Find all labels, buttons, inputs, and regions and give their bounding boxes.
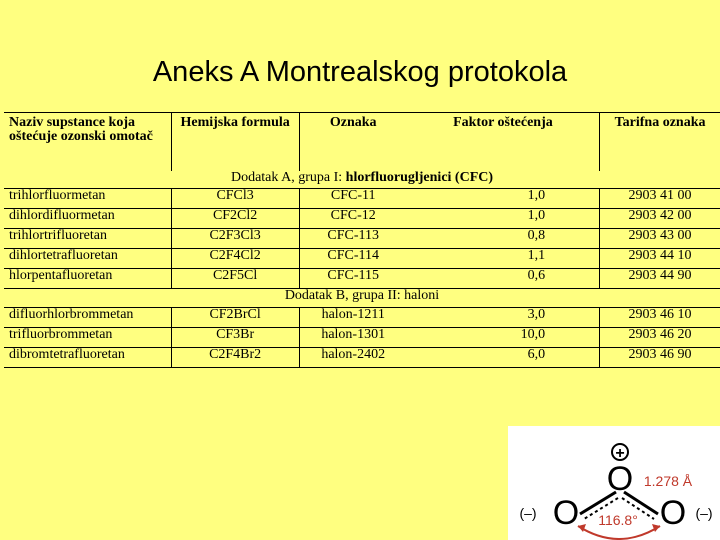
charge-right: (–) <box>695 505 713 521</box>
substance-name: dibromtetrafluoretan <box>4 348 171 368</box>
tariff-code: 2903 43 00 <box>600 229 720 249</box>
table-row <box>4 189 720 209</box>
substance-name: trihlortrifluoretan <box>4 229 171 249</box>
charge-left: (–) <box>519 505 537 521</box>
table-row <box>4 308 720 328</box>
header-substance-name: Naziv supstance koja oštećuje ozonski omotač <box>4 113 171 171</box>
oxygen-center: O <box>606 460 634 498</box>
bond-angle-label: 116.8° <box>598 512 638 528</box>
substance-name: dihlordifluormetan <box>4 209 171 229</box>
table-row <box>4 209 720 229</box>
substance-name: difluorhlorbrommetan <box>4 308 171 328</box>
tariff-code: 2903 44 90 <box>600 269 720 289</box>
depletion-factor: 0,8 <box>407 229 600 249</box>
slide-title: Aneks A Montrealskog protokola <box>152 56 568 88</box>
chemical-formula: C2F3Cl3 <box>171 229 299 249</box>
substance-code: halon-1211 <box>299 308 407 328</box>
depletion-factor: 6,0 <box>407 348 600 368</box>
table-row <box>4 328 720 348</box>
header-code: Oznaka <box>299 113 407 171</box>
table-row <box>4 249 720 269</box>
substance-code: halon-1301 <box>299 328 407 348</box>
tariff-code: 2903 42 00 <box>600 209 720 229</box>
depletion-factor: 1,0 <box>407 189 600 209</box>
depletion-factor: 10,0 <box>407 328 600 348</box>
tariff-code: 2903 41 00 <box>600 189 720 209</box>
substance-name: hlorpentafluoretan <box>9 268 113 283</box>
depletion-factor: 0,6 <box>527 268 546 283</box>
substance-code: CFC-12 <box>299 209 407 229</box>
substance-code: CFC-114 <box>299 249 407 269</box>
substance-code: halon-2402 <box>299 348 407 368</box>
chemical-formula: CFCl3 <box>171 189 299 209</box>
table-row <box>4 348 720 368</box>
table-row <box>4 229 720 249</box>
bond-length-label: 1.278 Å <box>643 473 693 489</box>
chemical-formula: CF2BrCl <box>171 308 299 328</box>
tariff-code: 2903 46 20 <box>600 328 720 348</box>
chemical-formula: C2F5Cl <box>171 269 299 289</box>
header-formula: Hemijska formula <box>171 113 299 171</box>
substance-name: dihlortetrafluoretan <box>4 249 171 269</box>
header-tariff: Tarifna oznaka <box>600 113 720 171</box>
ozone-molecule-diagram <box>508 426 720 540</box>
charge-plus: + <box>615 445 625 462</box>
depletion-factor: 1,1 <box>407 249 600 269</box>
group-a-heading <box>4 171 720 189</box>
oxygen-left: O <box>552 494 580 532</box>
substance-name: trihlorfluormetan <box>4 189 171 209</box>
substance-code: CFC-11 <box>299 189 407 209</box>
chemical-formula: C2F4Br2 <box>171 348 299 368</box>
substance-code: CFC-115 <box>299 269 407 289</box>
group-b-heading: Dodatak B, grupa II: haloni <box>4 289 720 308</box>
group-a-prefix: Dodatak A, grupa I: <box>230 169 343 185</box>
header-factor: Faktor oštećenja <box>407 113 600 171</box>
table-row <box>4 269 720 289</box>
substance-name: trifluorbrommetan <box>4 328 171 348</box>
chemical-formula: C2F4Cl2 <box>171 249 299 269</box>
depletion-factor: 3,0 <box>407 308 600 328</box>
oxygen-right: O <box>659 494 687 532</box>
chemical-formula: CF3Br <box>171 328 299 348</box>
chemical-formula: CF2Cl2 <box>171 209 299 229</box>
substance-code: CFC-113 <box>299 229 407 249</box>
tariff-code: 2903 46 10 <box>600 308 720 328</box>
tariff-code: 2903 44 10 <box>600 249 720 269</box>
substances-table <box>4 112 720 368</box>
ozone-structure-svg <box>508 426 720 540</box>
tariff-code: 2903 46 90 <box>600 348 720 368</box>
depletion-factor: 1,0 <box>407 209 600 229</box>
group-a-name: hlorfluorugljenici (CFC) <box>345 169 494 185</box>
